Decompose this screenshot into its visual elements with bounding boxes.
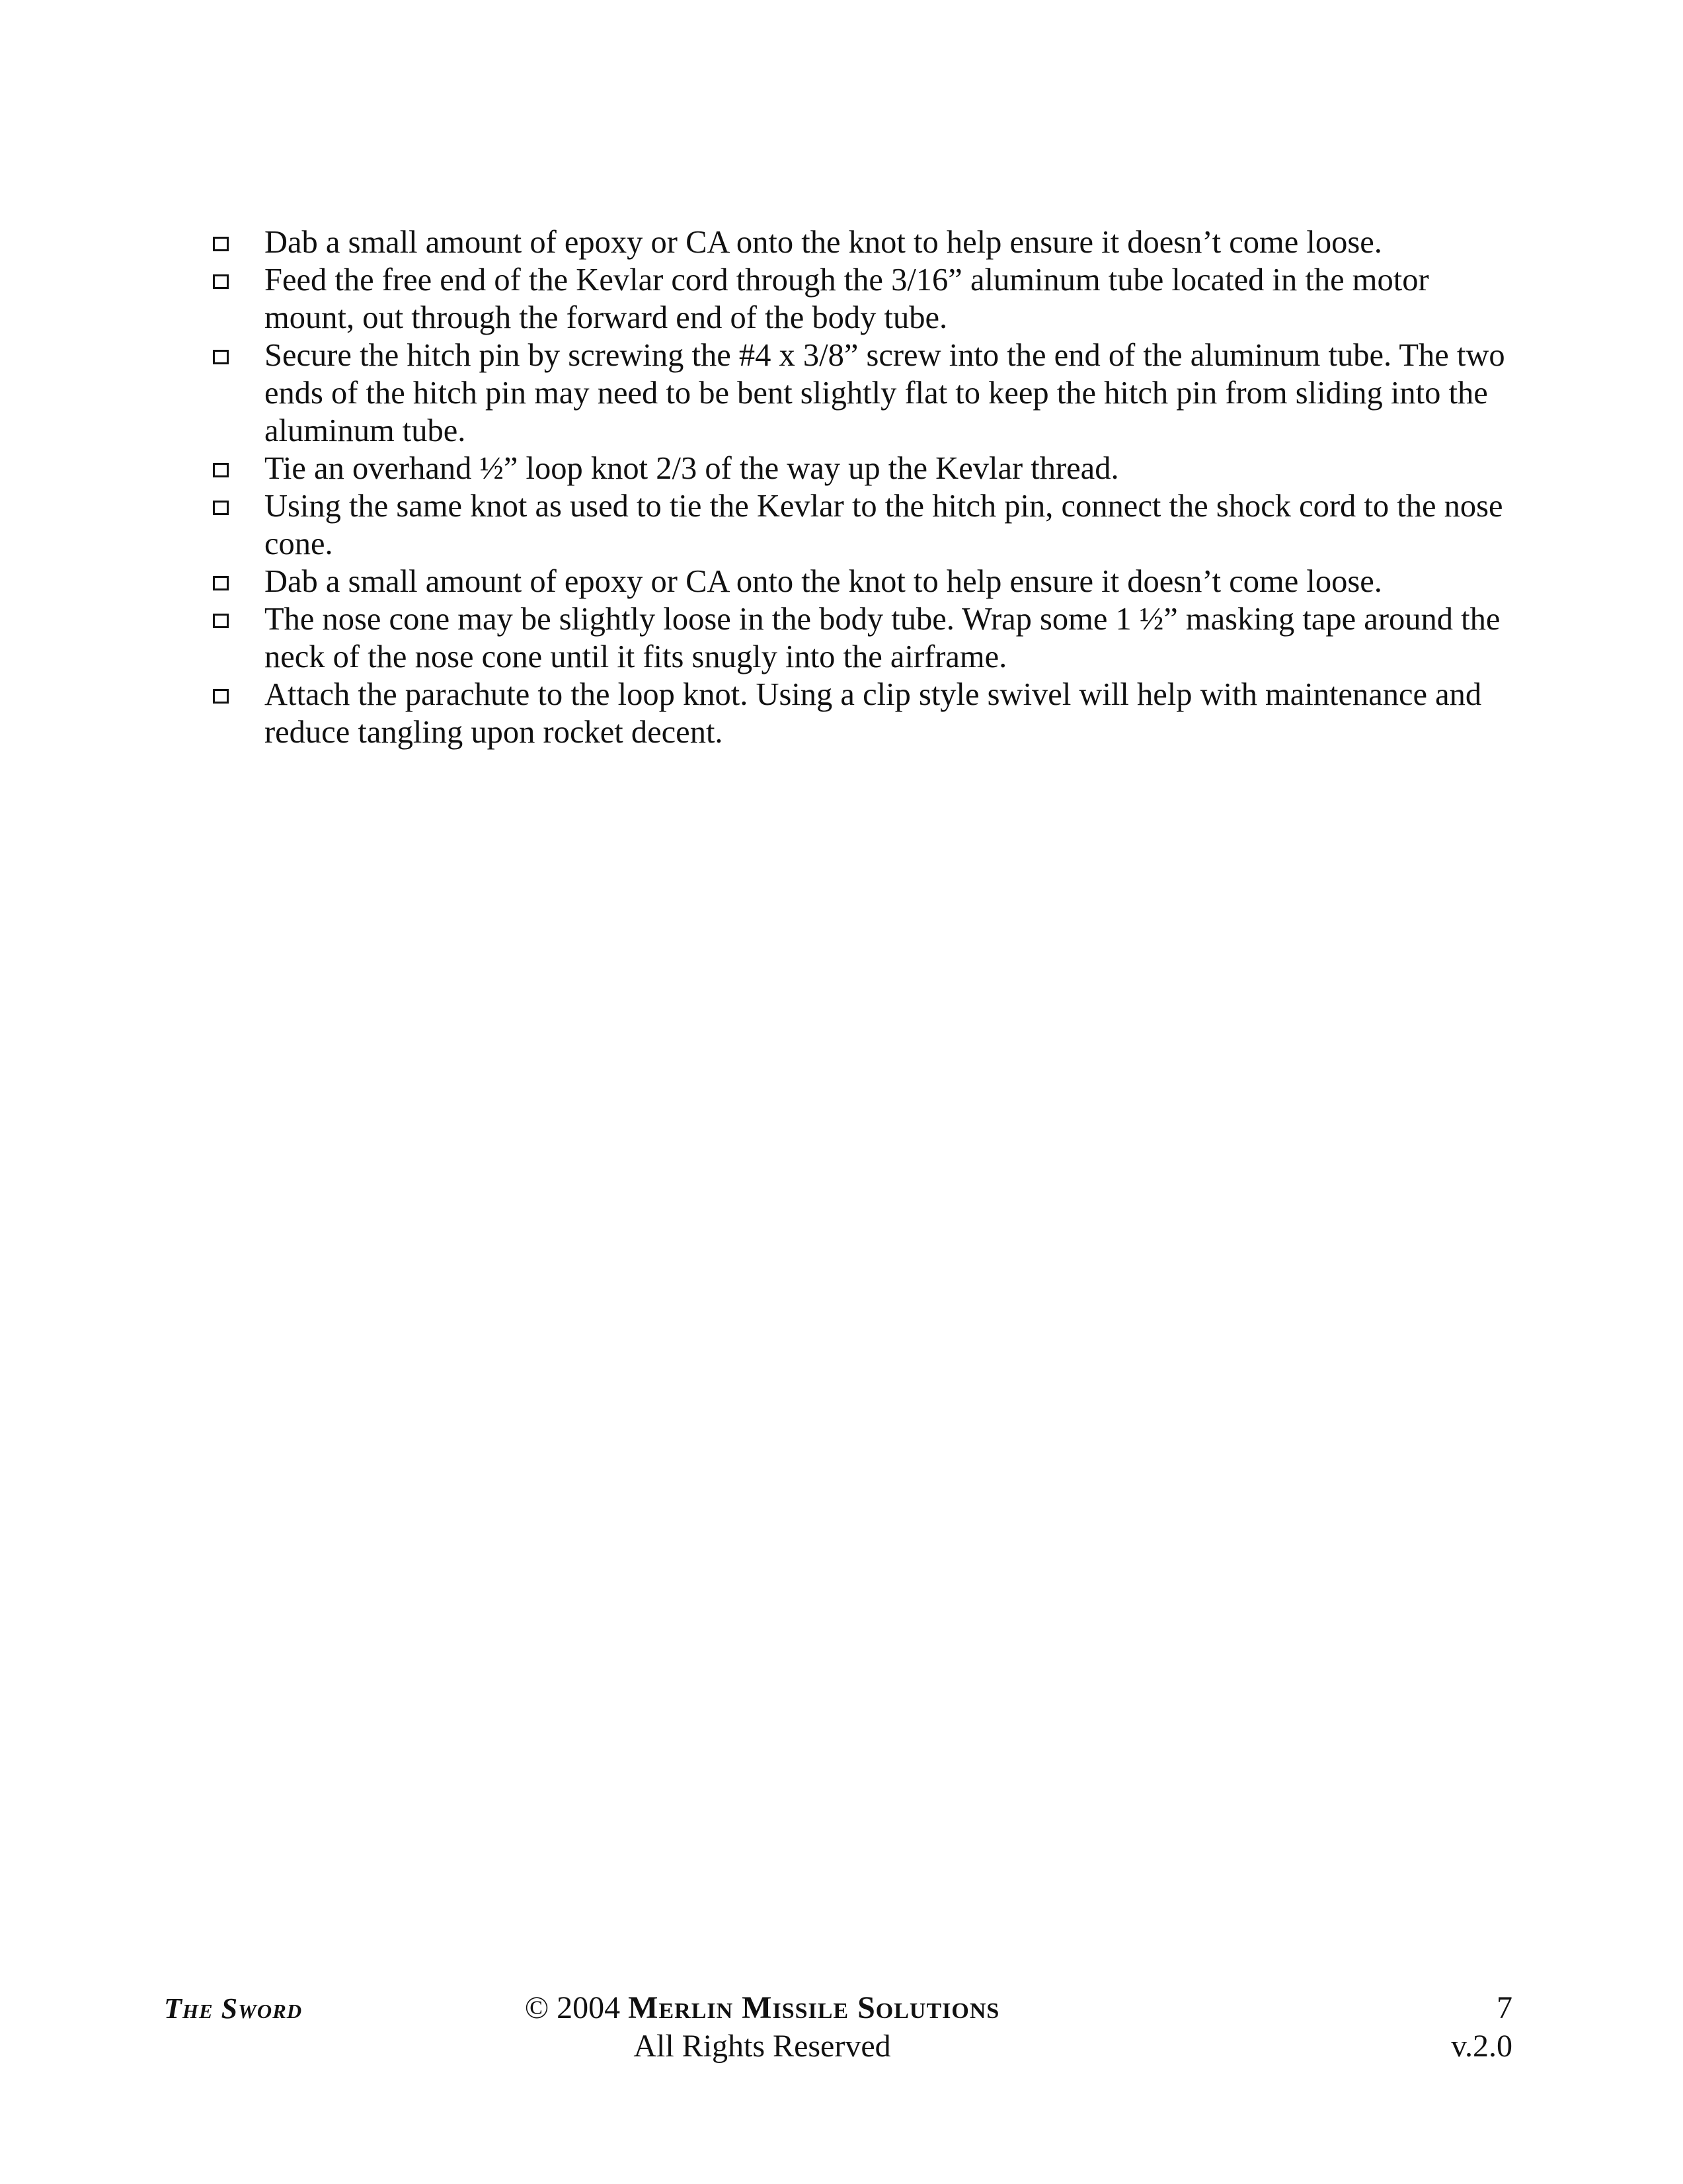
checkbox-icon [213, 576, 229, 590]
checkbox-icon [213, 350, 229, 364]
checklist-item-text: Feed the free end of the Kevlar cord through the 3/16” aluminum tube located in the motor mount, out through the forward end of the body tube. [264, 263, 1429, 335]
checkbox-icon [213, 274, 229, 289]
footer-copyright [511, 1989, 1013, 2066]
checklist-item-text: Attach the parachute to the loop knot. Using a clip style swivel will help with maintenance and reduce tangling upon rocket decent. [264, 677, 1482, 750]
copyright-line [511, 1989, 1013, 2027]
checklist-item [210, 223, 1506, 261]
checklist-item-text: The nose cone may be slightly loose in the body tube. Wrap some 1 ½” masking tape around the neck of the nose cone until it fits snugly into the airframe. [264, 602, 1501, 674]
checklist-item-text: Tie an overhand ½” loop knot 2/3 of the way up the Kevlar thread. [264, 451, 1119, 486]
checklist-item [210, 600, 1506, 676]
checkbox-icon [213, 237, 229, 251]
instruction-checklist [210, 223, 1506, 751]
checkbox-icon [213, 689, 229, 704]
checklist-item-text: Dab a small amount of epoxy or CA onto the knot to help ensure it doesn’t come loose. [264, 564, 1382, 599]
footer-page-info [1451, 1989, 1512, 2066]
copyright-year: © 2004 [524, 1990, 621, 2025]
checkbox-icon [213, 501, 229, 515]
checklist-item-text: Secure the hitch pin by screwing the #4 x 3/8” screw into the end of the aluminum tube. The two ends of the hitch pin may need to be bent slightly flat to keep the hitch pin from sliding into the aluminum tube. [264, 338, 1505, 448]
checkbox-icon [213, 463, 229, 477]
checkbox-icon [213, 614, 229, 628]
rights-reserved: All Rights Reserved [633, 2029, 891, 2064]
version-label: v.2.0 [1451, 2029, 1512, 2064]
checklist-item [210, 337, 1506, 450]
checklist-item-text: Using the same knot as used to tie the Kevlar to the hitch pin, connect the shock cord to the nose cone. [264, 489, 1503, 561]
checklist-item [210, 261, 1506, 337]
checklist-item [210, 450, 1506, 487]
checklist-item-text: Dab a small amount of epoxy or CA onto the knot to help ensure it doesn’t come loose. [264, 225, 1382, 260]
footer-product-name: The Sword [164, 1992, 303, 2025]
checklist-item [210, 563, 1506, 600]
checklist-item [210, 676, 1506, 751]
checklist-item [210, 487, 1506, 563]
company-name: Merlin Missile Solutions [628, 1990, 1000, 2025]
page-number: 7 [1497, 1990, 1512, 2025]
